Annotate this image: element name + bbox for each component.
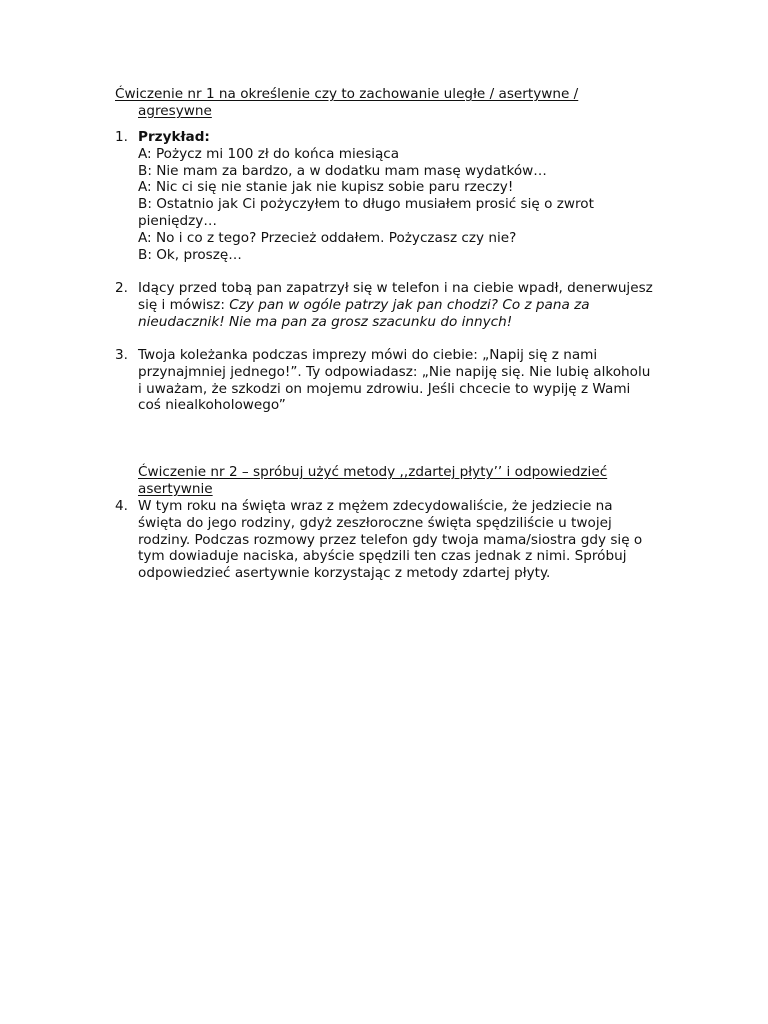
list-item-1-body — [138, 129, 685, 263]
list-item-2-body — [138, 280, 685, 330]
item-2-line-2-quote: Czy pan w ogóle patrzy jak pan chodzi? Co z pana za — [229, 296, 590, 313]
item-3-line: przynajmniej jednego!”. Ty odpowiadasz: „Nie napiję się. Nie lubię alkoholu — [138, 363, 651, 380]
item-4-line: odpowiedzieć asertywnie korzystając z metody zdartej płyty. — [138, 565, 551, 582]
item-4-line: W tym roku na święta wraz z mężem zdecydowaliście, że jedziecie na — [138, 498, 613, 514]
dialogue-line: A: Pożycz mi 100 zł do końca miesiąca — [138, 145, 400, 162]
list-item-2-number: 2. — [115, 280, 128, 296]
item-4-line: święta do jego rodziny, gdyż zeszłoroczne święta spędziliście u twojej — [138, 514, 612, 531]
list-item-4-number: 4. — [115, 498, 128, 514]
list-item-1 — [115, 129, 685, 263]
list-item-4-body — [138, 498, 685, 582]
item-2-line-1: Idący przed tobą pan zapatrzył się w telefon i na ciebie wpadł, denerwujesz — [138, 280, 653, 296]
item-3-line: Twoja koleżanka podczas imprezy mówi do ciebie: „Napij się z nami — [138, 347, 598, 363]
item-2-line-3-quote: nieudacznik! Nie ma pan za grosz szacunku do innych! — [138, 313, 513, 330]
dialogue-line: B: Nie mam za bardzo, a w dodatku mam masę wydatków… — [138, 162, 547, 179]
item-2-line-2 — [138, 297, 685, 314]
dialogue-line: B: Ostatnio jak Ci pożyczyłem to długo musiałem prosić się o zwrot — [138, 196, 594, 213]
list-item-3-number: 3. — [115, 347, 128, 363]
dialogue-line: pieniędzy… — [138, 212, 217, 229]
item-2-line-2-plain: się i mówisz: — [138, 296, 230, 313]
list-item-3-body — [138, 347, 685, 414]
dialogue-line: A: No i co z tego? Przecież oddałem. Pożyczasz czy nie? — [138, 229, 517, 246]
dialogue-line: A: Nic ci się nie stanie jak nie kupisz sobie paru rzeczy! — [138, 179, 514, 196]
list-item-1-number: 1. — [115, 129, 128, 145]
exercise-1-heading — [115, 86, 655, 120]
exercise-1-heading-line-2: agresywne — [138, 102, 212, 119]
item-3-line: coś niealkoholowego” — [138, 397, 286, 414]
exercise-2-heading — [115, 464, 655, 498]
exercise-2-heading-line-1: Ćwiczenie nr 2 – spróbuj użyć metody ,,zdartej płyty’’ i odpowiedzieć — [138, 464, 608, 480]
dialogue-line: B: Ok, proszę… — [138, 246, 242, 263]
list-item-3 — [115, 347, 685, 414]
item-4-line: rodziny. Podczas rozmowy przez telefon gdy twoja mama/siostra gdy się o — [138, 531, 643, 548]
item-4-line: tym dowiaduje naciska, abyście spędzili ten czas jednak z nimi. Spróbuj — [138, 548, 627, 565]
item-3-line: i uważam, że szkodzi on mojemu zdrowiu. Jeśli chcecie to wypiję z Wami — [138, 380, 631, 397]
example-title: Przykład: — [138, 129, 210, 145]
exercise-1-heading-line-1: Ćwiczenie nr 1 na określenie czy to zachowanie uległe / asertywne / — [115, 86, 579, 102]
exercise-2-heading-line-2: asertywnie — [138, 480, 213, 497]
list-item-4 — [115, 498, 685, 582]
list-item-2 — [115, 280, 685, 330]
